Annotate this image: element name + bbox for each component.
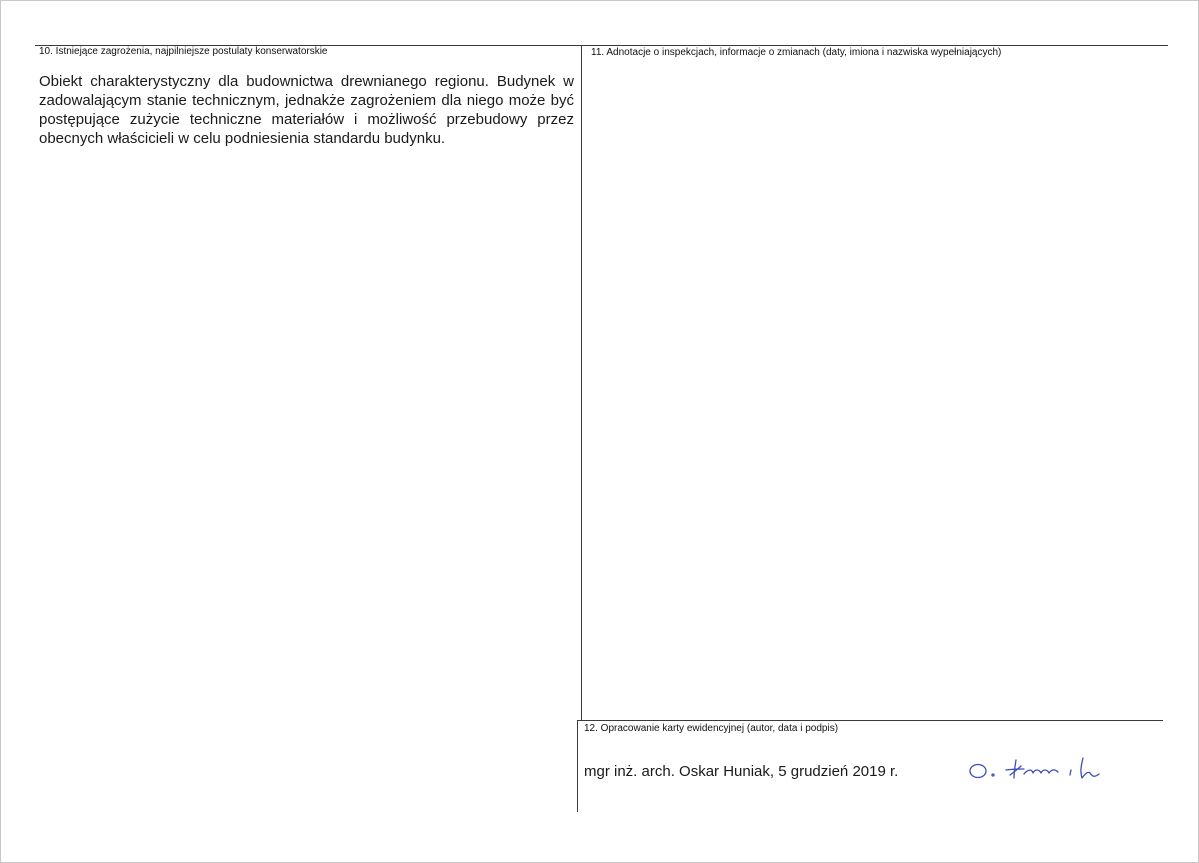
column-divider-lower [577,720,578,812]
author-and-date: mgr inż. arch. Oskar Huniak, 5 grudzień 2019 r. [584,763,899,780]
section-11-top-rule [581,45,1168,46]
section-10-label: 10. Istniejące zagrożenia, najpilniejsze postulaty konserwatorskie [39,46,328,57]
column-divider [581,45,582,720]
section-12-top-rule [577,720,1163,721]
section-12-label: 12. Opracowanie karty ewidencyjnej (autor, data i podpis) [584,723,839,734]
section-11-label: 11. Adnotacje o inspekcjach, informacje o zmianach (daty, imiona i nazwiska wypełniających) [591,47,1002,58]
section-10-text: Obiekt charakterystyczny dla budownictwa drewnianego regionu. Budynek w zadowalającym stanie technicznym, jednakże zagrożeniem dla niego może być postępujące zużycie techniczne materiałów i możliwość przebudowy przez obecnych właścicieli w celu podniesienia standardu budynku. [39,73,574,147]
handwritten-signature [966,752,1108,788]
